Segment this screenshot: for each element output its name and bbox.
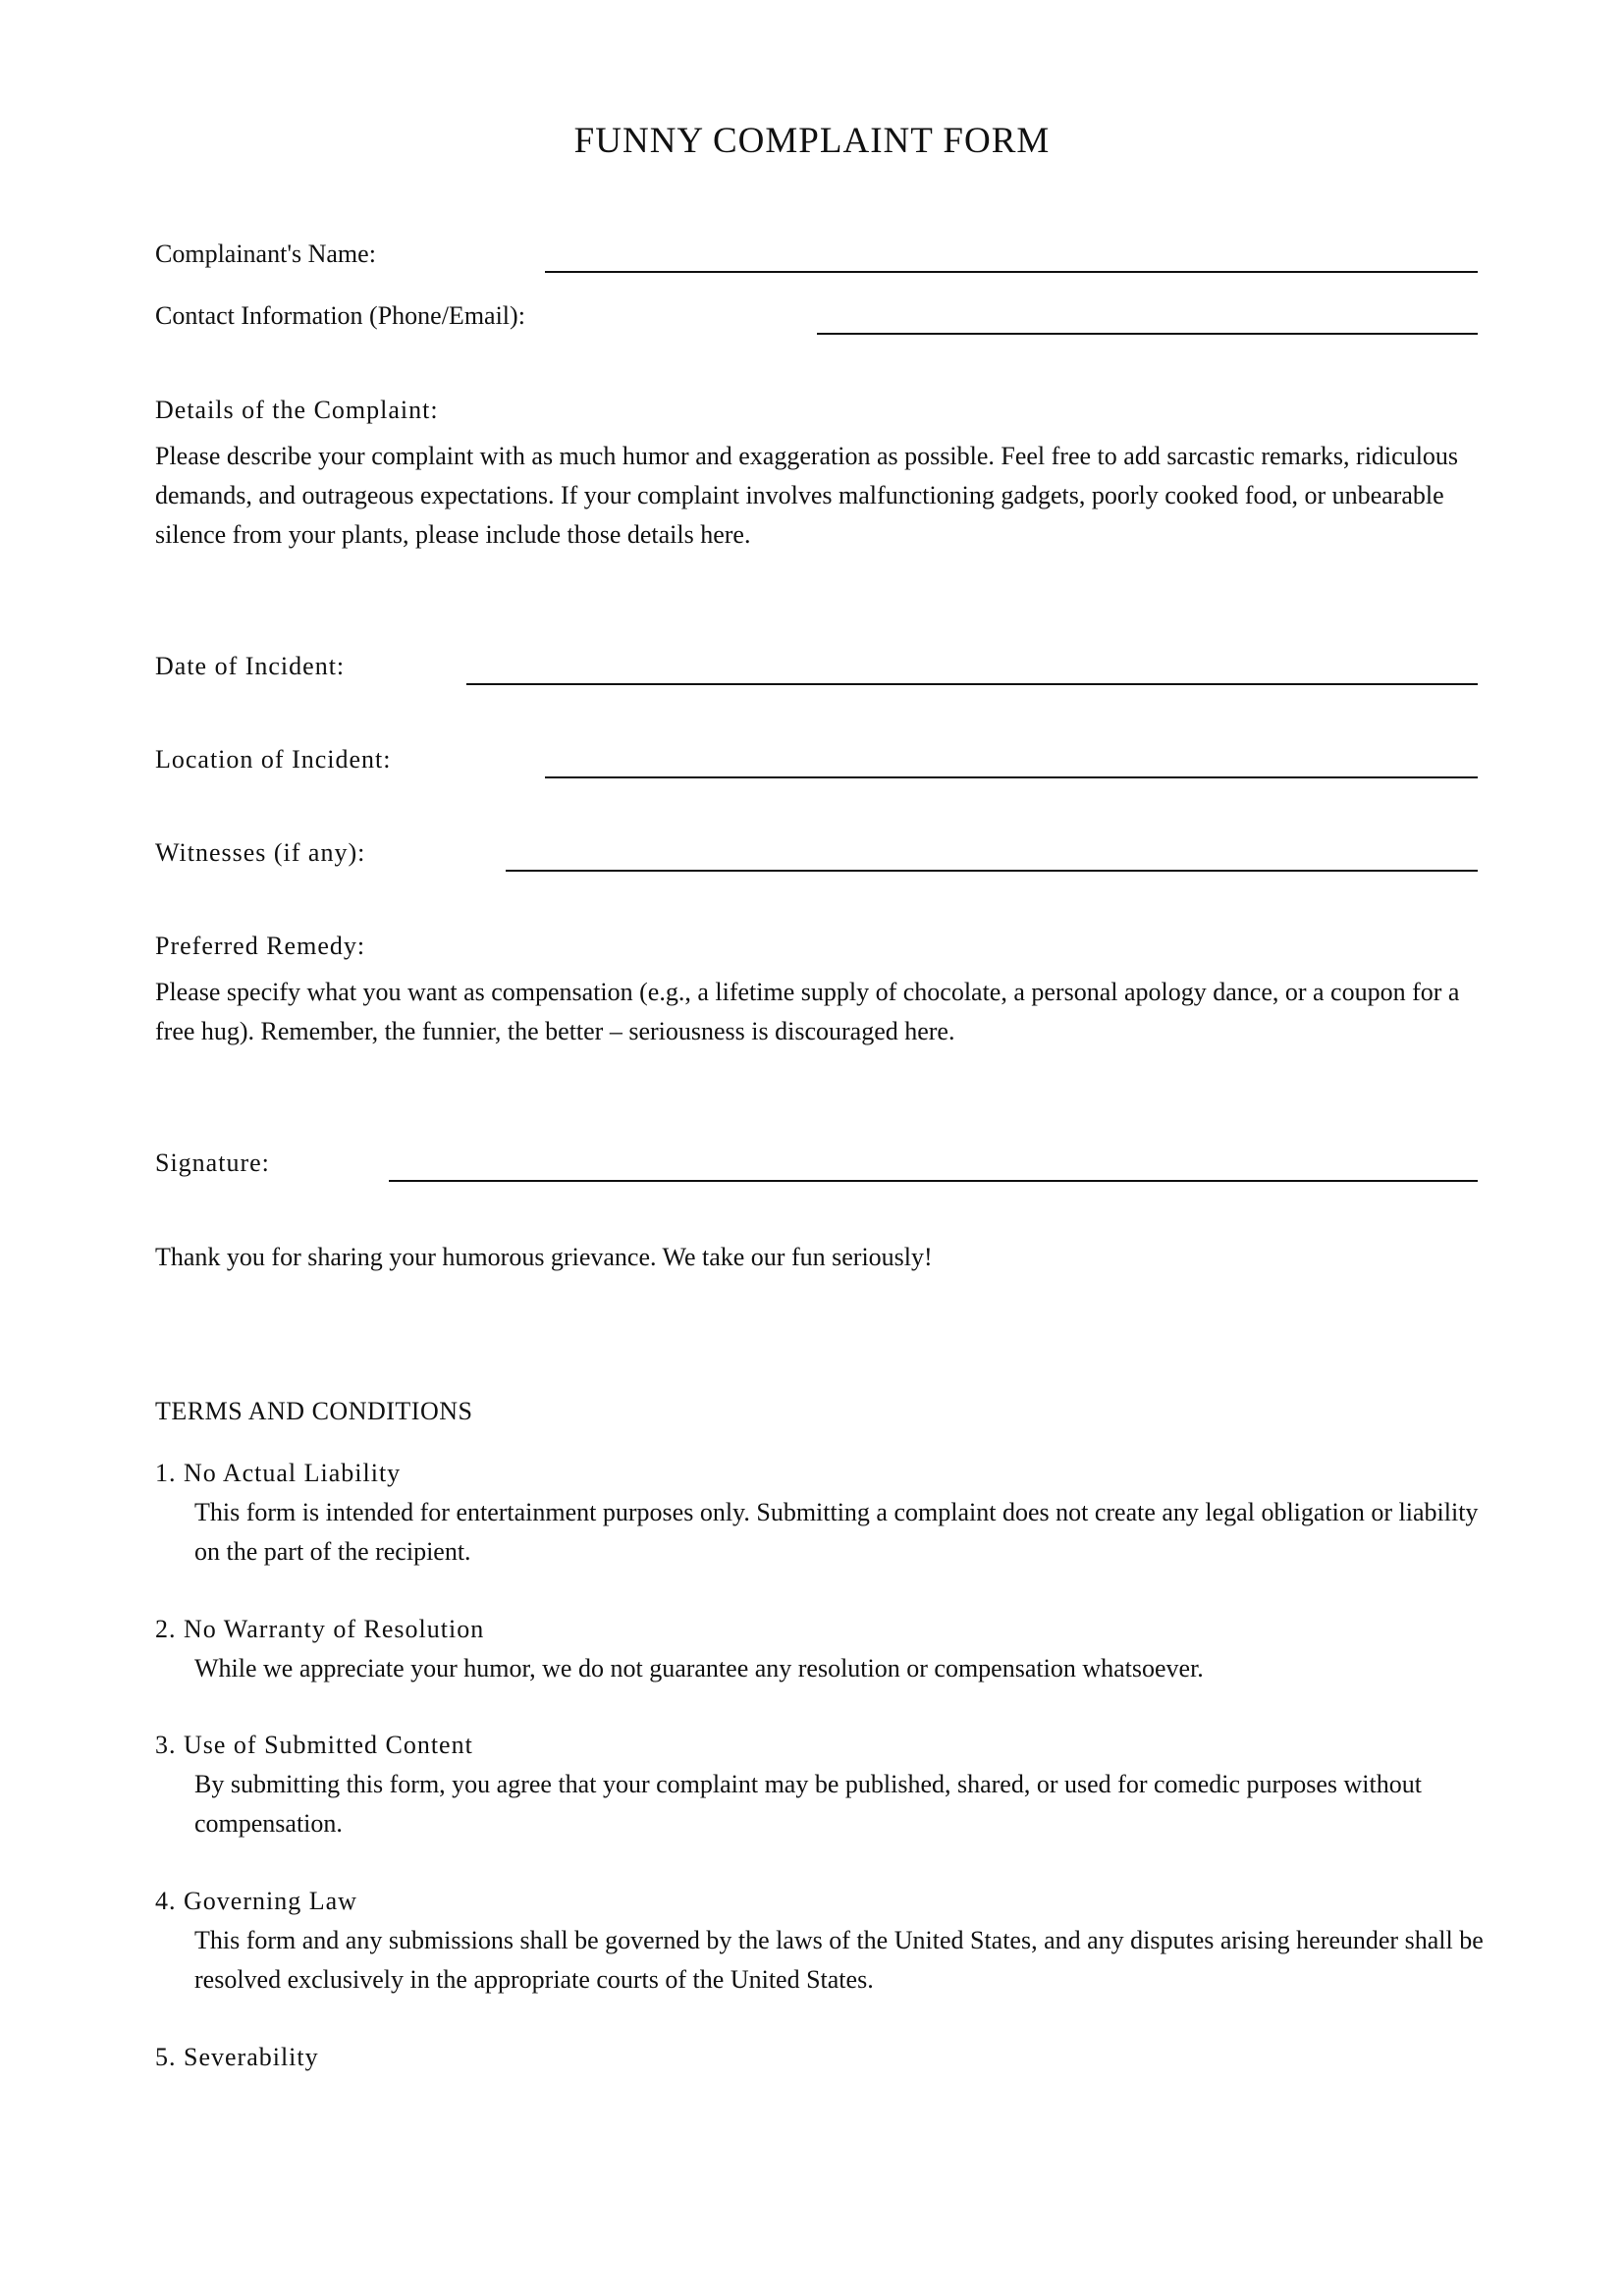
signature-label: Signature: <box>155 1148 270 1177</box>
date-field[interactable] <box>466 683 1478 685</box>
contact-label: Contact Information (Phone/Email): <box>155 301 525 330</box>
term-4-body: This form and any submissions shall be governed by the laws of the United States, and any disputes arising hereunder shall be resolved exclusively in the appropriate courts of the United States. <box>194 1926 1484 1994</box>
term-1-title: 1. No Actual Liability <box>155 1459 402 1487</box>
term-3-body: By submitting this form, you agree that your complaint may be published, shared, or used for comedic purposes without compensation. <box>194 1770 1422 1838</box>
term-3-title: 3. Use of Submitted Content <box>155 1731 473 1759</box>
term-1-body: This form is intended for entertainment purposes only. Submitting a complaint does not create any legal obligation or liability on the part of the recipient. <box>194 1498 1479 1566</box>
location-label: Location of Incident: <box>155 745 392 774</box>
location-field[interactable] <box>545 776 1478 778</box>
details-heading: Details of the Complaint: <box>155 396 439 424</box>
thank-you-text: Thank you for sharing your humorous grievance. We take our fun seriously! <box>155 1243 933 1271</box>
term-5-title: 5. Severability <box>155 2043 319 2071</box>
terms-heading: TERMS AND CONDITIONS <box>155 1397 473 1425</box>
name-label: Complainant's Name: <box>155 240 376 268</box>
term-2-title: 2. No Warranty of Resolution <box>155 1615 485 1643</box>
details-body: Please describe your complaint with as much humor and exaggeration as possible. Feel free to add sarcastic remarks, ridiculous demands, and outrageous expectations. If your complaint involves malfunctioning gadgets, poorly cooked food, or unbearable silence from your plants, please include those details here. <box>155 442 1459 549</box>
term-2-body: While we appreciate your humor, we do not guarantee any resolution or compensation whatsoever. <box>194 1654 1204 1682</box>
witnesses-field[interactable] <box>506 870 1478 872</box>
remedy-body: Please specify what you want as compensation (e.g., a lifetime supply of chocolate, a personal apology dance, or a coupon for a free hug). Remember, the funnier, the better – seriousness is discouraged here. <box>155 978 1460 1045</box>
name-field[interactable] <box>545 271 1478 273</box>
date-label: Date of Incident: <box>155 652 346 680</box>
witnesses-label: Witnesses (if any): <box>155 838 366 867</box>
term-4-title: 4. Governing Law <box>155 1887 357 1915</box>
page-title: FUNNY COMPLAINT FORM <box>573 121 1051 161</box>
remedy-heading: Preferred Remedy: <box>155 932 366 960</box>
signature-field[interactable] <box>389 1180 1478 1182</box>
contact-field[interactable] <box>817 333 1478 335</box>
